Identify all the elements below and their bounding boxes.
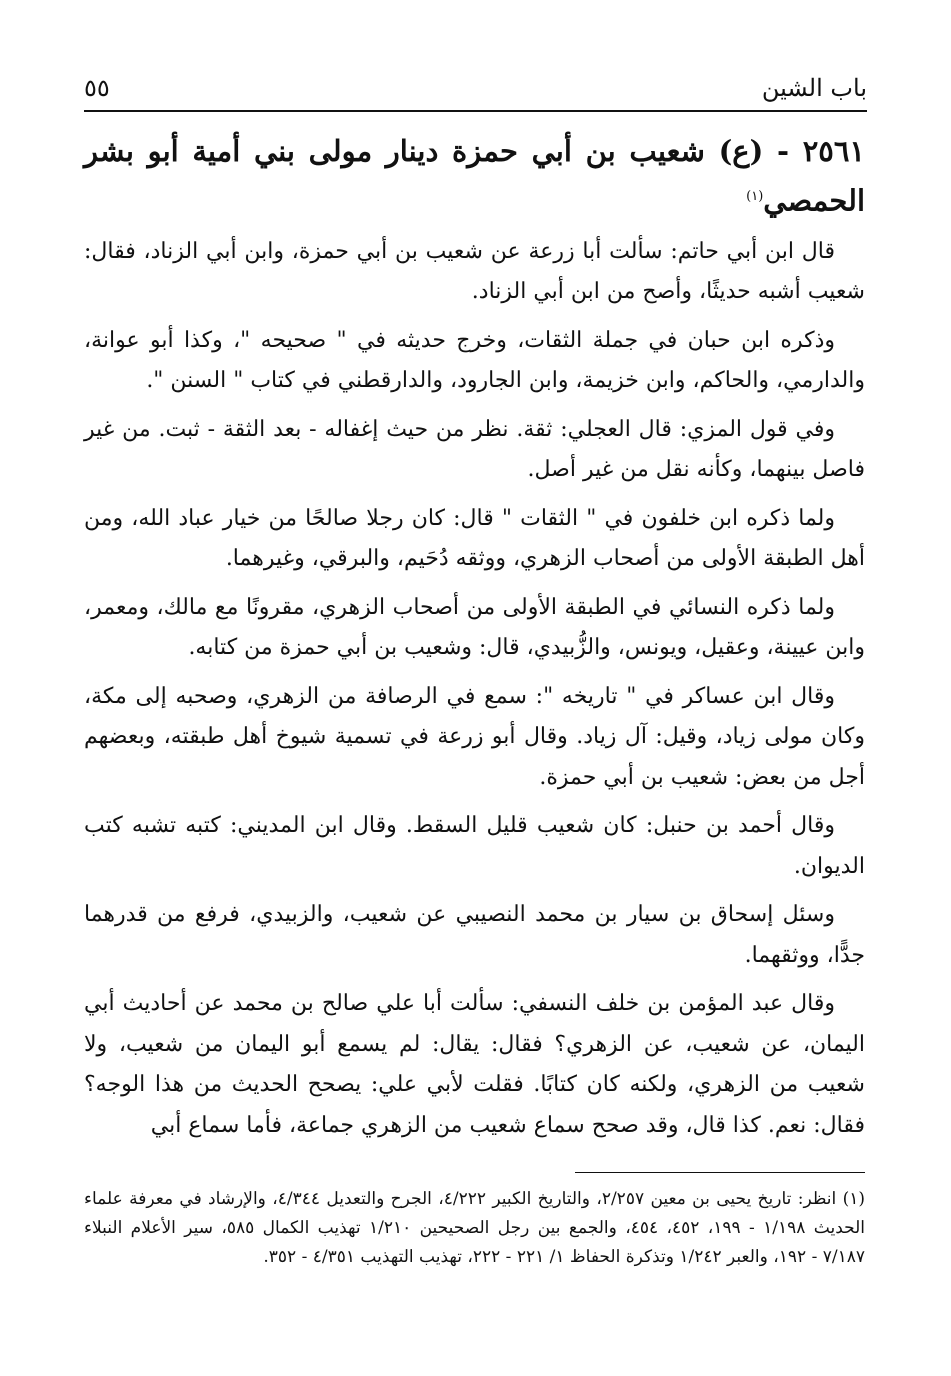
paragraph: وذكره ابن حبان في جملة الثقات، وخرج حديثه في " صحيحه "، وكذا أبو عوانة، والدارمي، والحاكم، وابن خزيمة، وابن الجارود، والدارقطني في كتاب " السنن ". (84, 327, 865, 394)
section-title: باب الشين (761, 74, 867, 102)
paragraph: وسئل إسحاق بن سيار بن محمد النصيبي عن شعيب، والزبيدي، فرفع من قدرهما جدًّا، ووثقهما. (84, 902, 865, 968)
entry-title-text: ٢٥٦١ - (ع) شعيب بن أبي حمزة دينار مولى بني أمية أبو بشر الحمصي (84, 134, 865, 218)
page-header (84, 62, 867, 102)
footnote-marker: (١) (746, 189, 764, 204)
paragraph: ولما ذكره النسائي في الطبقة الأولى من أصحاب الزهري، مقرونًا مع مالك، ومعمر، وابن عيينة، وعقيل، ويونس، والزُّبيدي، قال: وشعيب بن أبي حمزة من كتابه. (84, 594, 865, 661)
main-text (84, 128, 865, 1154)
footnote: (١) انظر: تاريخ يحيى بن معين ٢/٢٥٧، والتاريخ الكبير ٤/٢٢٢، الجرح والتعديل ٤/٣٤٤، والإرشاد في معرفة علماء الحديث ١/١٩٨ - ١٩٩، ٤٥٢، ٤٥٤، والجمع بين رجل الصحيحين ١/٢١٠ تهذيب الكمال ٥٨٥، سير الأعلام النبلاء ٧/١٨٧ - ١٩٢، والعبر ١/٢٤٢ وتذكرة الحفاظ ١/ ٢٢١ - ٢٢٢، تهذيب التهذيب ٤/٣٥١ - ٣٥٢. (84, 1189, 866, 1267)
footnote-divider (575, 1172, 865, 1173)
header-divider (84, 110, 867, 112)
page-number: ٥٥ (84, 74, 110, 102)
entry-title (84, 128, 865, 224)
paragraph: وقال ابن عساكر في " تاريخه ": سمع في الرصافة من الزهري، وصحبه إلى مكة، وكان مولى زياد، وقيل: آل زياد. وقال أبو زرعة في تسمية شيوخ أهل طبقته، وبعضهم أجل من بعض: شعيب بن أبي حمزة. (84, 683, 865, 790)
paragraph: قال ابن أبي حاتم: سألت أبا زرعة عن شعيب بن أبي حمزة، وابن أبي الزناد، فقال: شعيب أشبه حديثًا، وأصح من ابن أبي الزناد. (84, 238, 865, 305)
paragraph: وقال أحمد بن حنبل: كان شعيب قليل السقط. وقال ابن المديني: كتبه تشبه كتب الديوان. (84, 813, 865, 879)
paragraph: وفي قول المزي: قال العجلي: ثقة. نظر من حيث إغفاله - بعد الثقة - ثبت. من غير فاصل بينهما، وكأنه نقل من غير أصل. (84, 416, 865, 483)
paragraph: ولما ذكره ابن خلفون في " الثقات " قال: كان رجلا صالحًا من خيار عباد الله، ومن أهل الطبقة الأولى من أصحاب الزهري، ووثقه دُحَيم، والبرقي، وغيرهما. (84, 505, 865, 572)
paragraph: وقال عبد المؤمن بن خلف النسفي: سألت أبا علي صالح بن محمد عن أحاديث أبي اليمان، عن شعيب، عن الزهري؟ فقال: يقال: لم يسمع أبو اليمان من شعيب، ولا شعيب من الزهري، ولكنه كان كتابًا. فقلت لأبي علي: يصحح الحديث من هذا الوجه؟ فقال: نعم. كذا قال، وقد صحح سماع شعيب من الزهري جماعة، فأما سماع أبي (84, 991, 865, 1138)
